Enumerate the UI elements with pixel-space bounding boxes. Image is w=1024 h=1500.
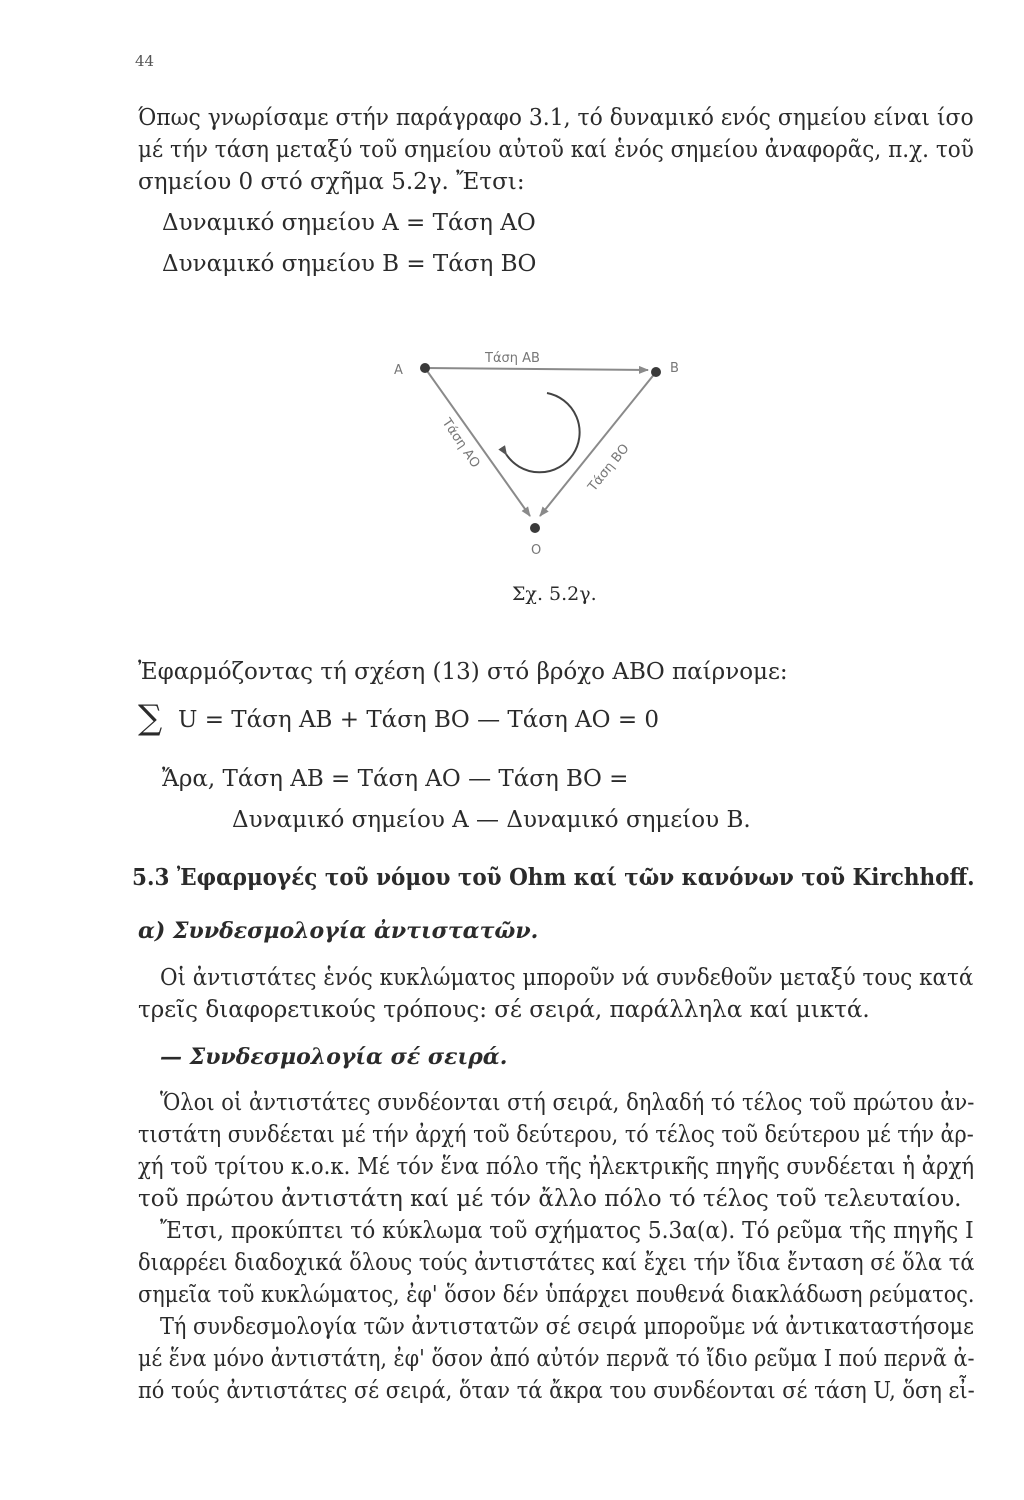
loop-arrow: [506, 393, 580, 472]
series-heading: — Συνδεσμολογία σέ σειρά.: [160, 1044, 508, 1070]
para4-line-3: πό τούς ἀντιστάτες σέ σειρά, ὅταν τά ἄκρα του συνδέονται σέ τάση U, ὅση εἶ-: [138, 1378, 975, 1404]
para1-line-2: τρεῖς διαφορετικούς τρόπους: σέ σειρά, παράλληλα καί μικτά.: [138, 997, 870, 1023]
para3-line-3: σημεῖα τοῦ κυκλώματος, ἐφ' ὅσον δέν ὑπάρχει πουθενά διακλάδωση ρεύματος.: [138, 1282, 975, 1308]
figure-5-2c: [380, 330, 700, 560]
figure-caption: Σχ. 5.2γ.: [512, 583, 597, 605]
subsection-heading: α) Συνδεσμολογία ἀντιστατῶν.: [138, 918, 539, 944]
label-a: A: [394, 363, 403, 378]
label-tasi-bo: Τάση ΒΟ: [585, 441, 633, 495]
applying-intro: Ἐφαρμόζοντας τή σχέση (13) στό βρόχο ΑΒΟ παίρνομε:: [138, 659, 788, 685]
para2-line-2: τιστάτη συνδέεται μέ τήν ἀρχή τοῦ δεύτερου, τό τέλος τοῦ δεύτερου μέ τήν ἀρ-: [138, 1122, 974, 1148]
para3-line-1: Ἔτσι, προκύπτει τό κύκλωμα τοῦ σχήματος 5.3α(α). Τό ρεῦμα τῆς πηγῆς Ι: [160, 1218, 974, 1244]
section-heading: 5.3 Ἐφαρμογές τοῦ νόμου τοῦ Ohm καί τῶν κανόνων τοῦ Kirchhoff.: [132, 864, 975, 891]
line-bo: [540, 372, 656, 516]
equation-potential-a: Δυναμικό σημείου Α = Τάση ΑΟ: [162, 210, 536, 236]
ara-line-1: Ἄρα, Τάση ΑΒ = Τάση ΑΟ — Τάση ΒΟ =: [162, 766, 629, 792]
node-b: [651, 367, 661, 377]
label-tasi-ab: Τάση ΑΒ: [485, 351, 540, 366]
label-tasi-ao: Τάση ΑΟ: [438, 415, 483, 471]
para2-line-3: χή τοῦ τρίτου κ.ο.κ. Μέ τόν ἕνα πόλο τῆς ἠλεκτρικῆς πηγῆς συνδέεται ἡ ἀρχή: [138, 1154, 975, 1180]
line-ao: [425, 368, 530, 516]
para4-line-2: μέ ἕνα μόνο ἀντιστάτη, ἐφ' ὅσον ἀπό αὐτόν περνᾶ τό ἴδιο ρεῦμα Ι πού περνᾶ ἀ-: [138, 1346, 975, 1372]
intro-line-2: μέ τήν τάση μεταξύ τοῦ σημείου αὐτοῦ καί ἑνός σημείου ἀναφορᾶς, π.χ. τοῦ: [138, 137, 974, 163]
para4-line-1: Τή συνδεσμολογία τῶν ἀντιστατῶν σέ σειρά μποροῦμε νά ἀντικαταστήσομε: [160, 1314, 974, 1340]
line-ab: [425, 368, 648, 370]
label-o: O: [531, 543, 542, 558]
node-a: [420, 363, 430, 373]
para2-line-4: τοῦ πρώτου ἀντιστάτη καί μέ τόν ἄλλο πόλο τό τέλος τοῦ τελευταίου.: [138, 1186, 962, 1212]
sum-equation: U = Τάση ΑΒ + Τάση ΒΟ — Τάση ΑΟ = 0: [178, 707, 660, 733]
para2-line-1: Ὅλοι οἱ ἀντιστάτες συνδέονται στή σειρά, δηλαδή τό τέλος τοῦ πρώτου ἀν-: [160, 1090, 975, 1116]
intro-line-3: σημείου 0 στό σχῆμα 5.2γ. Ἔτσι:: [138, 169, 525, 195]
equation-potential-b: Δυναμικό σημείου Β = Τάση ΒΟ: [162, 251, 537, 277]
page-number: 44: [135, 52, 155, 70]
para3-line-2: διαρρέει διαδοχικά ὅλους τούς ἀντιστάτες καί ἔχει τήν ἴδια ἔνταση σέ ὅλα τά: [138, 1250, 975, 1276]
sigma-symbol: ∑: [138, 698, 163, 738]
ara-line-2: Δυναμικό σημείου Α — Δυναμικό σημείου Β.: [232, 807, 751, 833]
intro-line-1: Όπως γνωρίσαμε στήν παράγραφο 3.1, τό δυναμικό ενός σημείου είναι ίσο: [138, 105, 974, 131]
node-o: [530, 523, 540, 533]
label-b: B: [670, 361, 679, 376]
para1-line-1: Οἱ ἀντιστάτες ἑνός κυκλώματος μποροῦν νά συνδεθοῦν μεταξύ τους κατά: [160, 965, 974, 991]
